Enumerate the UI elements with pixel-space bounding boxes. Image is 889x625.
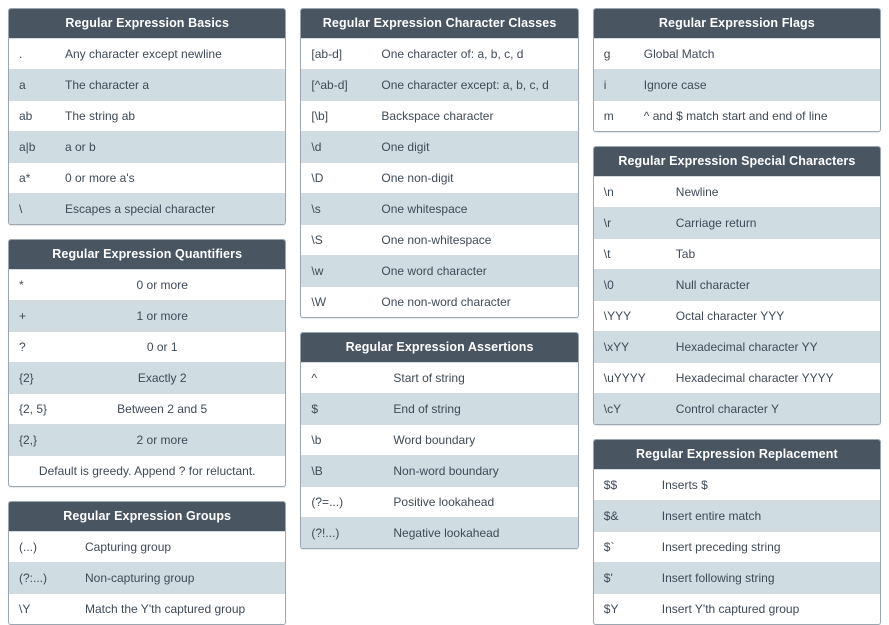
row-value: Hexadecimal character YYYY (675, 371, 834, 385)
table-row (9, 300, 285, 331)
row-key: $Y (603, 602, 619, 616)
row-value: One character of: a, b, c, d (381, 47, 524, 61)
row-value: Control character Y (675, 402, 779, 416)
row-value: Exactly 2 (137, 371, 187, 385)
card-title: Regular Expression Special Characters (594, 147, 880, 176)
table-row (594, 38, 880, 69)
row-value: One whitespace (381, 202, 468, 216)
table-row (301, 162, 577, 193)
row-key: [ab-d] (311, 47, 343, 61)
row-key: . (19, 47, 23, 61)
row-key: \b (311, 433, 322, 447)
table-row (594, 331, 880, 362)
row-value: 0 or 1 (146, 340, 178, 354)
card-regex-flags (593, 8, 881, 132)
row-key: a (19, 78, 26, 92)
table-row (9, 69, 285, 100)
row-key: (?:...) (19, 571, 48, 585)
row-key: g (603, 47, 611, 61)
row-value: Capturing group (85, 540, 172, 554)
table-row (9, 193, 285, 224)
row-key: i (603, 78, 607, 92)
table-row (594, 593, 880, 624)
table-row (9, 131, 285, 162)
row-key: \W (311, 295, 327, 309)
card-title: Regular Expression Basics (9, 9, 285, 38)
table-row (301, 286, 577, 317)
table-row (301, 517, 577, 548)
column-middle (300, 8, 578, 549)
row-value: Ignore case (643, 78, 707, 92)
row-value: End of string (393, 402, 461, 416)
quantifiers-note: Default is greedy. Append ? for reluctant. (9, 455, 285, 486)
card-title: Regular Expression Replacement (594, 440, 880, 469)
row-value: Word boundary (393, 433, 476, 447)
row-value: 1 or more (136, 309, 188, 323)
row-value: Insert preceding string (661, 540, 781, 554)
row-value: Insert following string (661, 571, 775, 585)
card-title: Regular Expression Flags (594, 9, 880, 38)
row-value: The character a (65, 78, 150, 92)
table-row (9, 38, 285, 69)
table-row (301, 100, 577, 131)
row-value: Octal character YYY (675, 309, 785, 323)
row-value: One non-digit (381, 171, 454, 185)
row-value: Global Match (643, 47, 715, 61)
row-value: Backspace character (381, 109, 494, 123)
table-row (9, 562, 285, 593)
table-row (301, 455, 577, 486)
row-key: \w (311, 264, 324, 278)
row-key: \r (603, 216, 612, 230)
row-key: \Y (19, 602, 31, 616)
column-right (593, 8, 881, 625)
table-row (301, 193, 577, 224)
table-row (9, 269, 285, 300)
card-title: Regular Expression Assertions (301, 333, 577, 362)
row-key: \ (19, 202, 23, 216)
table-row (301, 393, 577, 424)
row-key: [^ab-d] (311, 78, 348, 92)
row-value: Inserts $ (661, 478, 708, 492)
row-value: One word character (381, 264, 487, 278)
row-key: a* (19, 171, 31, 185)
row-key: ^ (311, 371, 318, 385)
row-value: Carriage return (675, 216, 757, 230)
row-key: $& (603, 509, 619, 523)
table-row (594, 176, 880, 207)
row-key: $$ (603, 478, 618, 492)
row-key: $` (603, 540, 615, 554)
table-row (594, 300, 880, 331)
row-value: Escapes a special character (65, 202, 216, 216)
table-row (301, 255, 577, 286)
table-row (594, 531, 880, 562)
row-value: Start of string (393, 371, 465, 385)
card-regex-quantifiers (8, 239, 286, 487)
row-key: \YYY (603, 309, 632, 323)
row-value: 2 or more (136, 433, 188, 447)
row-key: m (603, 109, 614, 123)
row-key: (...) (19, 540, 37, 554)
row-value: Positive lookahead (393, 495, 495, 509)
row-key: \t (603, 247, 611, 261)
column-left (8, 8, 286, 625)
table-row (9, 424, 285, 455)
table-row (9, 162, 285, 193)
row-key: ab (19, 109, 33, 123)
row-key: \B (311, 464, 323, 478)
card-title: Regular Expression Groups (9, 502, 285, 531)
row-value: The string ab (65, 109, 136, 123)
row-key: \cY (603, 402, 622, 416)
row-value: One non-word character (381, 295, 511, 309)
table-row (594, 500, 880, 531)
table-row (594, 69, 880, 100)
row-key: \n (603, 185, 614, 199)
card-regex-special-characters (593, 146, 881, 425)
row-value: Insert entire match (661, 509, 762, 523)
row-key: {2} (19, 371, 34, 385)
row-key: $ (311, 402, 319, 416)
row-value: Non-word boundary (393, 464, 499, 478)
table-row (301, 486, 577, 517)
table-row (301, 38, 577, 69)
cheatsheet (8, 8, 881, 625)
table-row (9, 393, 285, 424)
row-value: Between 2 and 5 (117, 402, 208, 416)
row-key: $' (603, 571, 613, 585)
row-key: [\b] (311, 109, 329, 123)
card-regex-replacement (593, 439, 881, 625)
row-key: * (19, 278, 24, 292)
table-row (594, 269, 880, 300)
row-key: (?!...) (311, 526, 340, 540)
row-key: {2,} (19, 433, 38, 447)
row-key: \uYYYY (603, 371, 646, 385)
table-row (594, 362, 880, 393)
row-value: a or b (65, 140, 96, 154)
row-key: \xYY (603, 340, 630, 354)
row-value: One character except: a, b, c, d (381, 78, 549, 92)
table-row (594, 238, 880, 269)
table-row (594, 100, 880, 131)
row-value: Tab (675, 247, 696, 261)
row-key: \s (311, 202, 321, 216)
table-row (594, 207, 880, 238)
table-row (594, 562, 880, 593)
row-value: One non-whitespace (381, 233, 492, 247)
row-key: \S (311, 233, 323, 247)
table-row (9, 100, 285, 131)
table-row (594, 469, 880, 500)
row-value: Any character except newline (65, 47, 222, 61)
table-row (9, 331, 285, 362)
card-regex-assertions (300, 332, 578, 549)
card-title: Regular Expression Character Classes (301, 9, 577, 38)
row-value: Negative lookahead (393, 526, 500, 540)
row-value: Null character (675, 278, 750, 292)
table-row (301, 362, 577, 393)
table-row (301, 69, 577, 100)
row-key: (?=...) (311, 495, 344, 509)
table-row (301, 424, 577, 455)
table-row (301, 131, 577, 162)
row-key: \d (311, 140, 322, 154)
row-value: Hexadecimal character YY (675, 340, 818, 354)
table-row (301, 224, 577, 255)
row-value: Insert Y'th captured group (661, 602, 800, 616)
card-regex-groups (8, 501, 286, 625)
card-regex-character-classes (300, 8, 578, 318)
row-key: ? (19, 340, 26, 354)
row-value: Non-capturing group (85, 571, 195, 585)
row-key: \0 (603, 278, 614, 292)
row-value: 0 or more (136, 278, 188, 292)
table-row (9, 362, 285, 393)
row-key: + (19, 309, 27, 323)
table-row (9, 531, 285, 562)
row-key: \D (311, 171, 324, 185)
row-value: Match the Y'th captured group (85, 602, 246, 616)
row-value: 0 or more a's (65, 171, 135, 185)
row-key: a|b (19, 140, 36, 154)
row-key: {2, 5} (19, 402, 48, 416)
row-value: Newline (675, 185, 719, 199)
table-row (9, 593, 285, 624)
row-value: One digit (381, 140, 430, 154)
card-regex-basics (8, 8, 286, 225)
row-value: ^ and $ match start and end of line (643, 109, 828, 123)
card-title: Regular Expression Quantifiers (9, 240, 285, 269)
table-row (594, 393, 880, 424)
